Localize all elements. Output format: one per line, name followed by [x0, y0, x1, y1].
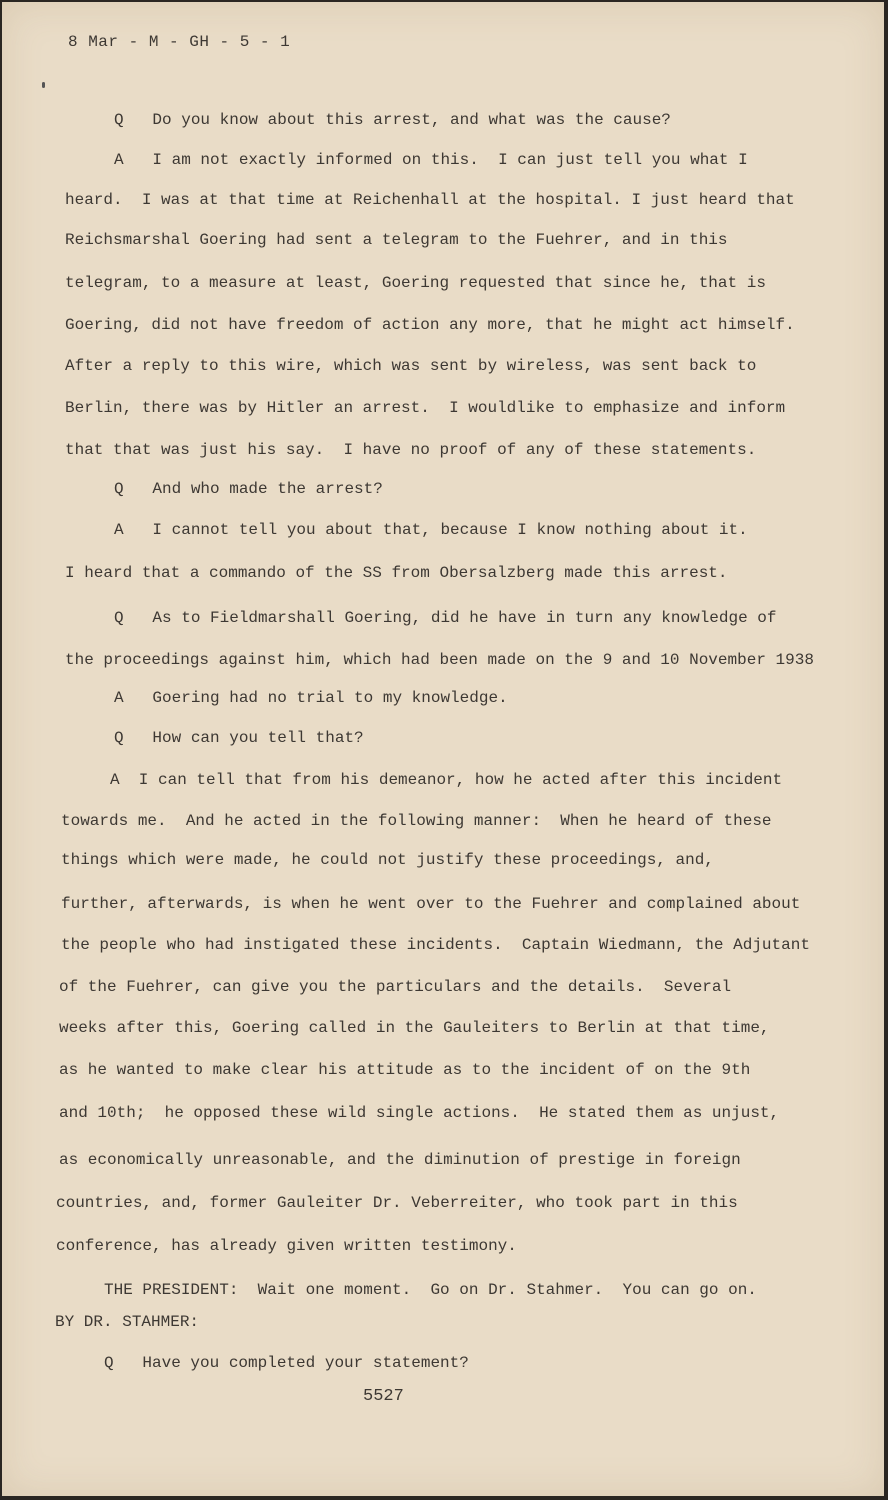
transcript-line-answer: A Goering had no trial to my knowledge.	[114, 689, 508, 707]
examiner-heading: BY DR. STAHMER:	[55, 1313, 200, 1331]
transcript-line-question: Q Have you completed your statement?	[104, 1354, 469, 1372]
transcript-line-president: THE PRESIDENT: Wait one moment. Go on Dr. Stahmer. You can go on.	[104, 1281, 757, 1299]
transcript-line: of the Fuehrer, can give you the particulars and the details. Several	[59, 978, 732, 996]
transcript-line: conference, has already given written testimony.	[56, 1237, 517, 1255]
transcript-line: as he wanted to make clear his attitude as to the incident of on the 9th	[59, 1061, 751, 1079]
transcript-line: further, afterwards, is when he went over to the Fuehrer and complained about	[61, 895, 801, 913]
transcript-line-answer: A I cannot tell you about that, because I know nothing about it.	[114, 521, 748, 539]
transcript-line: telegram, to a measure at least, Goering requested that since he, that is	[65, 274, 766, 292]
document-page	[2, 2, 884, 1496]
transcript-line: and 10th; he opposed these wild single actions. He stated them as unjust,	[59, 1104, 780, 1122]
transcript-line: Goering, did not have freedom of action any more, that he might act himself.	[65, 316, 795, 334]
transcript-line-question: Q As to Fieldmarshall Goering, did he have in turn any knowledge of	[114, 609, 777, 627]
transcript-line: the proceedings against him, which had been made on the 9 and 10 November 1938	[65, 651, 814, 669]
transcript-line-question: Q Do you know about this arrest, and what was the cause?	[114, 111, 671, 129]
transcript-line: countries, and, former Gauleiter Dr. Veberreiter, who took part in this	[56, 1194, 738, 1212]
transcript-line: heard. I was at that time at Reichenhall at the hospital. I just heard that	[65, 191, 795, 209]
transcript-line-answer: A I am not exactly informed on this. I can just tell you what I	[114, 151, 748, 169]
transcript-line: weeks after this, Goering called in the Gauleiters to Berlin at that time,	[59, 1019, 770, 1037]
transcript-line-answer: A I can tell that from his demeanor, how he acted after this incident	[110, 771, 783, 789]
transcript-line: the people who had instigated these incidents. Captain Wiedmann, the Adjutant	[61, 936, 810, 954]
transcript-line: Reichsmarshal Goering had sent a telegram to the Fuehrer, and in this	[65, 231, 728, 249]
page-number: 5527	[363, 1387, 404, 1406]
transcript-line: as economically unreasonable, and the diminution of prestige in foreign	[59, 1151, 741, 1169]
transcript-line: After a reply to this wire, which was sent by wireless, was sent back to	[65, 357, 757, 375]
transcript-line: that that was just his say. I have no proof of any of these statements.	[65, 441, 757, 459]
transcript-line-question: Q And who made the arrest?	[114, 480, 383, 498]
transcript-line: I heard that a commando of the SS from Obersalzberg made this arrest.	[65, 564, 728, 582]
document-header: 8 Mar - M - GH - 5 - 1	[68, 33, 291, 51]
transcript-line-question: Q How can you tell that?	[114, 729, 364, 747]
transcript-line: towards me. And he acted in the following manner: When he heard of these	[61, 812, 772, 830]
ink-mark	[42, 82, 45, 88]
transcript-line: things which were made, he could not justify these proceedings, and,	[61, 851, 714, 869]
transcript-line: Berlin, there was by Hitler an arrest. I wouldlike to emphasize and inform	[65, 399, 786, 417]
